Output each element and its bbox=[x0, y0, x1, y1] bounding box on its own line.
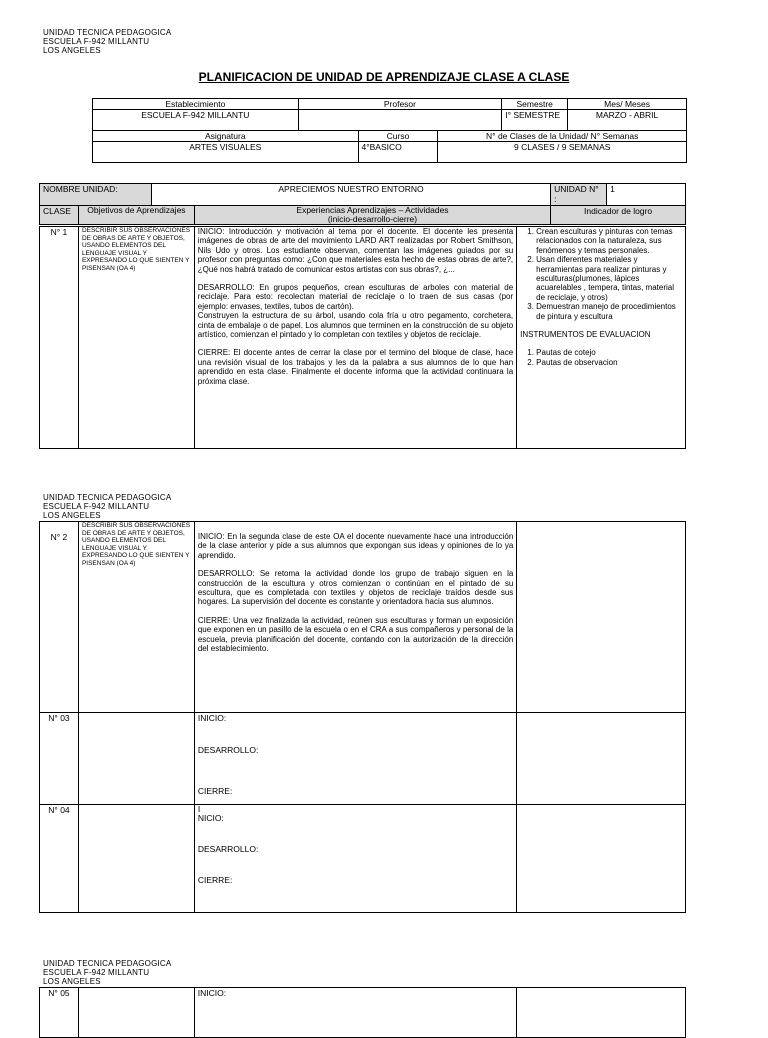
class-number: N° 04 bbox=[40, 805, 79, 913]
label-asignatura: Asignatura bbox=[93, 131, 359, 142]
class-indicators bbox=[517, 713, 686, 805]
inicio-text: INICIO: Introducción y motivación al tema por el docente. El docente les presenta imágenes de obras de arte del movimiento LARD ART realizadas por Robert Smithson, Nils Udo y otros. Los estudiante observan, comentan las imágenes guiados por su profesor con preguntas como: ¿Con que materiales esta hecho de estas obras de arte?, ¿Qué nos habrá tratado de comunicar estos artistas con sus obras?, ¿... bbox=[197, 227, 514, 274]
header-line-2: ESCUELA F-942 MILLANTU bbox=[43, 968, 150, 977]
school-header bbox=[43, 28, 171, 55]
label-profesor: Profesor bbox=[298, 99, 502, 110]
class-indicators bbox=[517, 227, 686, 449]
instrument-item: 2. Pautas de observacion bbox=[536, 358, 682, 367]
class-activities bbox=[194, 522, 516, 713]
class-number: N° 05 bbox=[40, 988, 79, 1038]
cierre-text: CIERRE: Una vez finalizada la actividad, reúnen sus esculturas y forman un exposición que exponen en un pasillo de la escuela o en el CRA a sus compañeros y personal de la escuela, previa planificación del docente, contando con la autorización de la dirección del establecimiento. bbox=[197, 615, 514, 654]
header-line-1: UNIDAD TECNICA PEDAGOGICA bbox=[43, 959, 172, 968]
label-clases: N° de Clases de la Unidad/ N° Semanas bbox=[438, 131, 687, 142]
value-profesor bbox=[298, 110, 502, 131]
inicio-label-a: I bbox=[197, 804, 201, 814]
page-title: PLANIFICACION DE UNIDAD DE APRENDIZAJE CLASE A CLASE bbox=[198, 70, 570, 84]
class-objective: DESCRIBIR SUS OBSERVACIONES DE OBRAS DE ARTE Y OBJETOS, USANDO ELEMENTOS DEL LENGUAJE VISUAL Y EXPRESANDO LO QUE SIENTEN Y PISENSAN (OA 4) bbox=[78, 227, 194, 449]
label-meses: Mes/ Meses bbox=[568, 99, 687, 110]
indicator-item: 2. Usan diferentes materiales y herramientas para realizar pinturas y esculturas(plumones, lápices acuarelables , tempera, tintas, material de reciclaje, y otros) bbox=[536, 255, 682, 302]
inicio-label: INICIO: bbox=[194, 988, 517, 1038]
value-establecimiento: ESCUELA F-942 MILLANTU bbox=[93, 110, 299, 131]
desarrollo-label: DESARROLLO: bbox=[197, 844, 259, 854]
col-indicador-header: Indicador de logro bbox=[551, 206, 686, 225]
label-establecimiento: Establecimiento bbox=[93, 99, 299, 110]
col-objetivos-header: Objetivos de Aprendizajes bbox=[78, 206, 194, 225]
info-table-top bbox=[92, 98, 687, 131]
header-line-3: LOS ANGELES bbox=[43, 46, 101, 55]
value-clases: 9 CLASES / 9 SEMANAS bbox=[438, 142, 687, 163]
class-indicators bbox=[517, 805, 686, 913]
class-number: N° 03 bbox=[40, 713, 79, 805]
desarrollo-text: DESARROLLO: En grupos pequeños, crean esculturas de arboles con material de reciclaje. Para esto: recolectan material de reciclaje o lo traen de sus casas (por ejemplo: envases, textiles, tubos de cartón). bbox=[197, 283, 514, 311]
class-objective bbox=[78, 713, 194, 805]
cierre-text: CIERRE: El docente antes de cerrar la clase por el termino del bloque de clase, hace una revisión visual de los trabajos y les da la palabra a sus alumnos de lo que han aprendido en esta clase. Finalmente el docente informa que la actividad continuara la próxima clase. bbox=[197, 348, 514, 386]
header-line-2: ESCUELA F-942 MILLANTU bbox=[43, 502, 150, 511]
indicator-item: 1. Crean esculturas y pinturas con temas relacionados con la naturaleza, sus fenómenos y temas personales. bbox=[536, 227, 682, 255]
class-activities bbox=[194, 713, 516, 805]
header-line-2: ESCUELA F-942 MILLANTU bbox=[43, 37, 150, 46]
class-objective bbox=[78, 805, 194, 913]
school-header bbox=[43, 493, 171, 520]
header-line-3: LOS ANGELES bbox=[43, 977, 101, 986]
value-semestre: I° SEMESTRE bbox=[502, 110, 568, 131]
cierre-label: CIERRE: bbox=[197, 786, 233, 796]
instrument-item: 1. Pautas de cotejo bbox=[536, 348, 682, 357]
class-activities bbox=[194, 805, 516, 913]
class-activities bbox=[194, 227, 516, 449]
instruments-title: INSTRUMENTOS DE EVALUACION bbox=[520, 330, 651, 340]
inicio-label: INICIO: bbox=[197, 713, 227, 723]
info-table-bottom bbox=[92, 130, 687, 163]
value-meses: MARZO - ABRIL bbox=[568, 110, 687, 131]
inicio-text: INICIO: En la segunda clase de este OA el docente nuevamente hace una introducción de la clase anterior y pide a sus alumnos que expongan sus ideas y opiniones de lo ya aprendido. bbox=[197, 532, 514, 560]
indicator-item: 3. Demuestran manejo de procedimientos de pintura y escultura bbox=[536, 302, 682, 321]
inicio-label-b: NICIO: bbox=[197, 813, 224, 823]
class-1-table bbox=[39, 226, 686, 449]
unit-name: APRECIEMOS NUESTRO ENTORNO bbox=[151, 184, 550, 206]
class-objective: DESCRIBIR SUS OBSERVACIONES DE OBRAS DE ARTE Y OBJETOS, USANDO ELEMENTOS DEL LENGUAJE VISUAL Y EXPRESANDO LO QUE SIENTEN Y PISENSAN (OA 4) bbox=[78, 522, 194, 713]
classes-2-4-table bbox=[39, 521, 686, 913]
class-5-table bbox=[39, 987, 686, 1038]
value-curso: 4°BASICO bbox=[358, 142, 438, 163]
class-indicators bbox=[517, 522, 686, 713]
class-objective bbox=[78, 988, 194, 1038]
col-clase-header: CLASE bbox=[40, 206, 79, 225]
value-asignatura: ARTES VISUALES bbox=[93, 142, 359, 163]
school-header bbox=[43, 959, 171, 986]
class-number: N° 2 bbox=[40, 522, 79, 713]
unit-number-label: UNIDAD N° : bbox=[551, 184, 607, 206]
header-line-1: UNIDAD TECNICA PEDAGOGICA bbox=[43, 28, 172, 37]
class-number: N° 1 bbox=[40, 227, 79, 449]
unit-number: 1 bbox=[607, 184, 686, 206]
header-line-3: LOS ANGELES bbox=[43, 511, 101, 520]
desarrollo-text: DESARROLLO: Se retoma la actividad donde los grupo de trabajo siguen en la construcción de la escultura y otros comienzan o continúan en el pintado de su escultura, que es completada con textiles y objetos de reciclaje traídos desde sus hogares. La supervisión del docente es constante y orientadora hacia sus alumnos. bbox=[197, 569, 514, 607]
class-indicators bbox=[517, 988, 686, 1038]
col-experiencias-header: Experiencias Aprendizajes – Actividades (inicio-desarrollo-cierre) bbox=[194, 206, 550, 225]
cierre-label: CIERRE: bbox=[197, 875, 233, 885]
unit-table bbox=[39, 183, 686, 225]
header-line-1: UNIDAD TECNICA PEDAGOGICA bbox=[43, 493, 172, 502]
unit-name-label: NOMBRE UNIDAD: bbox=[40, 184, 152, 206]
label-curso: Curso bbox=[358, 131, 438, 142]
desarrollo-text-2: Construyen la estructura de su árbol, usando cola fría u otro pegamento, corchetera, cinta de embalaje o de papel. Los alumnos que terminen en la construcción de su objeto artístico, comienzan el pintado y lo completan con textiles y objetos de reciclaje. bbox=[197, 311, 514, 340]
desarrollo-label: DESARROLLO: bbox=[197, 745, 259, 755]
label-semestre: Semestre bbox=[502, 99, 568, 110]
